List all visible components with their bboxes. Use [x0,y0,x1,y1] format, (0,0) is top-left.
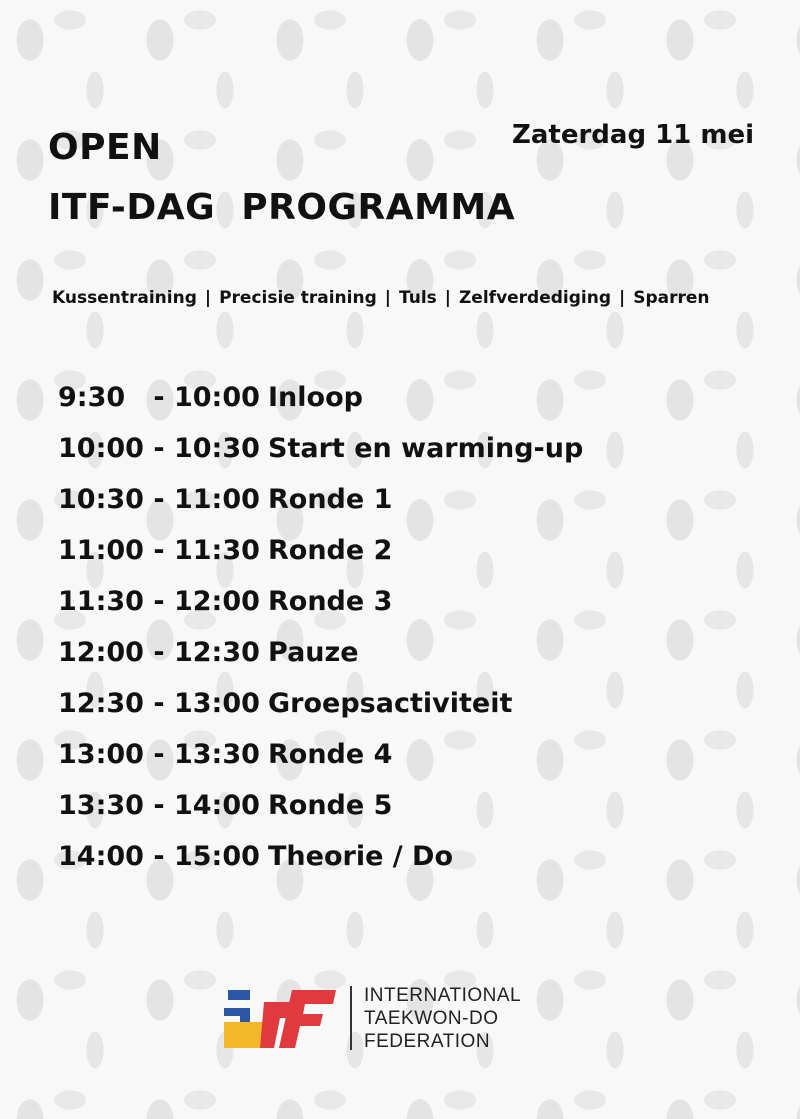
schedule-event: Start en warming-up [268,433,584,464]
logo-line-1: INTERNATIONAL [364,984,522,1006]
schedule-row [58,433,583,484]
activity-item: Sparren [633,288,710,308]
schedule-event: Ronde 2 [268,535,393,566]
activities-list [52,288,772,308]
schedule-event: Groepsactiviteit [268,688,513,719]
schedule-event: Ronde 4 [268,739,393,770]
schedule-event: Theorie / Do [268,841,454,872]
schedule-time: 10:30 - 11:00 [58,484,260,515]
logo-line-2: TAEKWON-DO [364,1007,499,1029]
schedule-row [58,586,583,637]
schedule-time: 9:30 - 10:00 [58,382,260,413]
schedule-event: Ronde 1 [268,484,393,515]
schedule-row [58,484,583,535]
schedule-list [58,382,583,892]
schedule-time: 13:00 - 13:30 [58,739,260,770]
activity-separator: | [204,288,212,308]
schedule-event: Ronde 5 [268,790,393,821]
schedule-event: Pauze [268,637,359,668]
title-line-2: ITF-DAG PROGRAMMA [48,187,516,228]
page-title [48,118,515,238]
title-line-1: OPEN [48,127,162,168]
schedule-time: 11:30 - 12:00 [58,586,260,617]
schedule-event: Ronde 3 [268,586,393,617]
schedule-row [58,535,583,586]
schedule-time: 13:30 - 14:00 [58,790,260,821]
itf-logo [220,982,521,1054]
schedule-time: 12:00 - 12:30 [58,637,260,668]
schedule-row [58,382,583,433]
activity-separator: | [619,288,626,308]
schedule-row [58,637,583,688]
logo-divider [350,986,352,1050]
activity-item: Kussentraining [52,288,197,308]
itf-logo-mark-icon [220,982,340,1054]
logo-text [364,984,521,1053]
schedule-row [58,841,583,892]
schedule-time: 11:00 - 11:30 [58,535,260,566]
logo-line-3: FEDERATION [364,1030,491,1052]
schedule-row [58,688,583,739]
event-date: Zaterdag 11 mei [512,120,754,150]
schedule-time: 10:00 - 10:30 [58,433,260,464]
activity-item: Precisie training [219,288,377,308]
schedule-event: Inloop [268,382,363,413]
schedule-row [58,739,583,790]
schedule-time: 14:00 - 15:00 [58,841,260,872]
activity-separator: | [384,288,391,308]
schedule-time: 12:30 - 13:00 [58,688,260,719]
activity-item: Zelfverdediging [458,288,612,308]
schedule-row [58,790,583,841]
activity-item: Tuls [398,288,437,308]
activity-separator: | [444,288,451,308]
